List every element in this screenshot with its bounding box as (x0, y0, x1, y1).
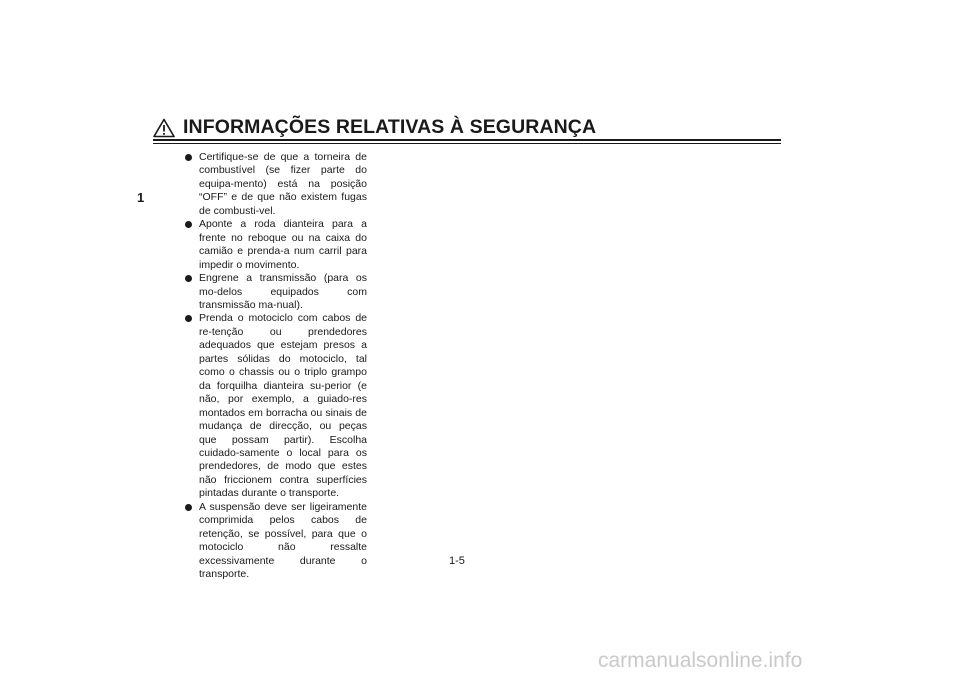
bullet-icon (185, 275, 192, 282)
header-rule-thin (153, 143, 781, 144)
bullet-icon (185, 221, 192, 228)
page-title: INFORMAÇÕES RELATIVAS À SEGURANÇA (183, 116, 597, 138)
list-item (185, 312, 367, 500)
list-item-text: Engrene a transmissão (para os mo-delos equipados com transmissão ma-nual). (199, 272, 367, 311)
chapter-number: 1 (137, 190, 145, 205)
watermark: carmanualsonline.info (598, 649, 803, 672)
page-header (153, 115, 781, 143)
list-item (185, 151, 367, 218)
bullet-icon (185, 504, 192, 511)
header-rule-thick (153, 139, 781, 141)
list-item-text: Aponte a roda dianteira para a frente no reboque ou na caixa do camião e prenda-a num carril para impedir o movimento. (199, 218, 367, 271)
list-item (185, 272, 367, 312)
list-item-text: A suspensão deve ser ligeiramente comprimida pelos cabos de retenção, se possível, para que o motociclo não ressalte excessivamente durante o transporte. (199, 500, 367, 581)
bullet-icon (185, 154, 192, 161)
list-item (185, 501, 367, 582)
bullet-icon (185, 315, 192, 322)
safety-bullet-list (185, 151, 367, 582)
warning-triangle-icon (153, 118, 175, 138)
list-item-text: Prenda o motociclo com cabos de re-tenção ou prendedores adequados que estejam presos a partes sólidas do motociclo, tal como o chassis ou o triplo grampo da forquilha dianteira su-perior (e não, por exemplo, a guiado-res montados em borracha ou sinais de mudança de direcção, ou peças que possam partir). Escolha cuidado-samente o local para os prendedores, de modo que estes não friccionem contra superfícies pintadas durante o transporte. (199, 312, 367, 500)
list-item (185, 218, 367, 272)
list-item-text: Certifique-se de que a torneira de combustível (se fizer parte do equipa-mento) está na posição “OFF” e de que não existem fugas de combusti-vel. (199, 151, 367, 217)
page-number: 1-5 (449, 555, 465, 567)
